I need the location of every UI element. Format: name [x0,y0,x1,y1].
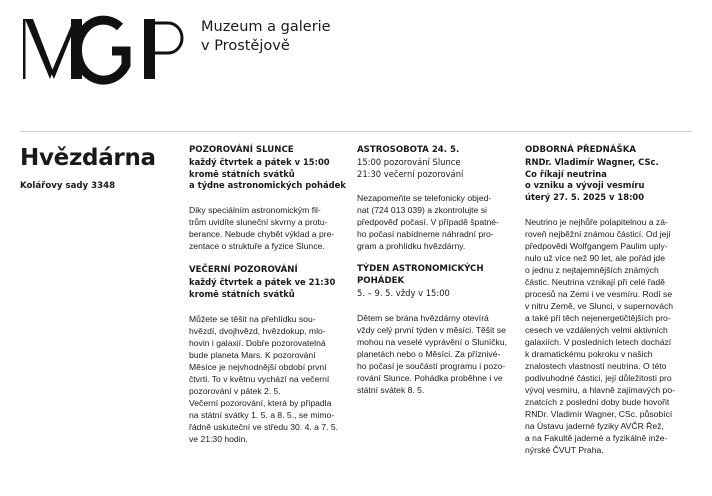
text-line: ho počasí nabídneme náhradní pro- [357,229,494,240]
text-line: o jednu z nejtajemnějších známých [525,264,659,275]
venue-address: Kolářovy sady 3348 [20,181,116,191]
text-line: Neutrino je nejhůře polapitelnou a zá- [525,216,668,227]
text-line: planetách nebo o Měsíci. Za příznivé- [357,348,501,359]
event-title: POHÁDEK [357,276,405,287]
museum-name-line2: v Prostějově [201,38,290,54]
text-line: na státní svátky 1. 5. a 8. 5., se mimo- [189,409,335,420]
spacer [357,252,515,264]
event-schedule-line: Co říkají neutrina [525,168,607,179]
spacer [189,252,347,265]
event-description [525,216,683,456]
text-line: nat (724 013 039) a zkontrolujte si [357,205,487,216]
text-line: berance. Nebude chybět výklad a pre- [189,229,335,240]
text-line: RNDr. Vladimír Wagner, CSc. působící [525,408,673,419]
event-schedule-line: úterý 27. 5. 2025 v 18:00 [525,192,645,203]
text-line: rování Slunce. Pohádka proběhne i ve [357,372,503,383]
text-line: ve 21:30 hodin. [189,433,248,444]
event-title: ASTROSOBOTA 24. 5. [357,145,460,155]
text-line: trům uvidíte sluneční skvrny a protu- [189,217,328,228]
program-column-3 [525,145,683,456]
program-column-1 [189,145,347,445]
event-solar-observation [189,145,347,252]
museum-name [201,18,331,56]
museum-name-line1: Muzeum a galerie [201,19,331,35]
event-schedule-line: každý čtvrtek a pátek ve 21:30 [189,276,336,287]
text-line: Nezapomeňte se telefonicky objed- [357,193,492,204]
event-schedule-line: 15:00 pozorování Slunce [357,156,461,167]
event-fairy-tale-week [357,264,515,395]
text-line: předpovědi Wolfgangem Paulim uply- [525,240,668,251]
text-line: hvězdí, dvojhvězd, hvězdokup, mlo- [189,325,326,336]
venue-block [20,144,170,191]
event-title: ODBORNÁ PŘEDNÁŠKA [525,145,637,155]
text-line: a také při těch nejenergetičtějších pro- [525,312,671,323]
text-line: státní svátek 8. 5. [357,384,425,395]
text-line: znatcích z poslední doby bude hovořit [525,396,670,407]
event-description [189,204,347,252]
event-astro-saturday [357,145,515,252]
text-line: procesů na Zemi i ve vesmíru. Rodí se [525,288,673,299]
program-column-2 [357,145,515,396]
text-line: řádně uskuteční ve středu 30. 4. a 7. 5. [189,421,339,432]
text-line: bude planeta Mars. K pozorování [189,349,316,360]
text-line: gram a prohlídku hvězdárny. [357,241,466,252]
event-schedule-line: a týdne astronomických pohádek [189,180,346,191]
text-line: částic. Neutrina vznikají při celé řadě [525,276,665,287]
event-evening-observation [189,265,347,444]
divider [20,131,692,132]
text-line: Večerní pozorování, která by připadla [189,397,332,408]
event-title: VEČERNÍ POZOROVÁNÍ [189,265,298,276]
text-line: pozorování v pátek 2. 5. [189,385,281,396]
event-title: POZOROVÁNÍ SLUNCE [189,145,294,155]
text-line: předpověď počasí. V případě špatné- [357,217,499,228]
text-line: a na Fakultě jaderné a fyzikálně inže- [525,432,668,443]
text-line: nýrské ČVUT Praha. [525,444,604,455]
text-line: vývoj vesmíru, a hlavně zajímavých po- [525,384,675,395]
text-line: čtvrti. To v květnu vychází na večerní [189,373,330,384]
event-schedule-line: každý čtvrtek a pátek v 15:00 [189,156,330,167]
event-schedule-line: 21:30 večerní pozorování [357,168,464,179]
event-title: TÝDEN ASTRONOMICKÝCH [357,264,484,275]
event-description [189,313,347,445]
event-lecture [525,145,683,456]
text-line: Dětem se brána hvězdárny otevírá [357,312,489,323]
event-schedule-line: RNDr. Vladimír Wagner, CSc. [525,156,659,167]
mgp-logo [20,13,192,85]
text-line: vždy celý první týden v měsíci. Těšit se [357,324,506,335]
text-line: ho počasí je součástí programu i pozo- [357,360,506,371]
text-line: Diky speciálním astronomickým fil- [189,205,321,216]
event-description [357,312,515,396]
event-schedule-line: o vzniku a vývoji vesmíru [525,180,645,191]
text-line: roveň nejběžní známou částicí. Od její [525,228,671,239]
event-description [357,192,515,252]
text-line: Měsíce je nejvhodnější období první [189,361,327,372]
text-line: v nitru Země, ve Slunci, v supernovách [525,300,674,311]
logo-letter-p [144,19,182,79]
event-schedule-line: 5. – 9. 5. vždy v 15:00 [357,287,450,298]
text-line: na Ústavu jaderné fyziky AVČR Řež, [525,420,664,431]
venue-title: Hvězdárna [20,145,156,171]
event-schedule-line: kromě státních svátků [189,168,295,179]
text-line: galaxiích. V posledních letech dochází [525,336,672,347]
text-line: zentace o struktuře a fyzice Slunce. [189,241,325,252]
text-line: k dramatickému pokroku v našich [525,348,653,359]
text-line: znalostech vlastností neutrina. O této [525,360,667,371]
text-line: Můžete se těšit na přehlídku sou- [189,313,316,324]
text-line: cesech ve vzdálených velmi aktivních [525,324,668,335]
text-line: hovin i galaxií. Dobře pozorovatelná [189,337,326,348]
logo-letter-g [77,20,126,80]
event-schedule-line: kromě státních svátků [189,288,295,299]
text-line: podivuhodné částici, její důležitosti pro [525,372,672,383]
text-line: nulo už více než 90 let, ale pořád jde [525,252,665,263]
text-line: mohou na veselé vyprávění o Sluníčku, [357,336,508,347]
